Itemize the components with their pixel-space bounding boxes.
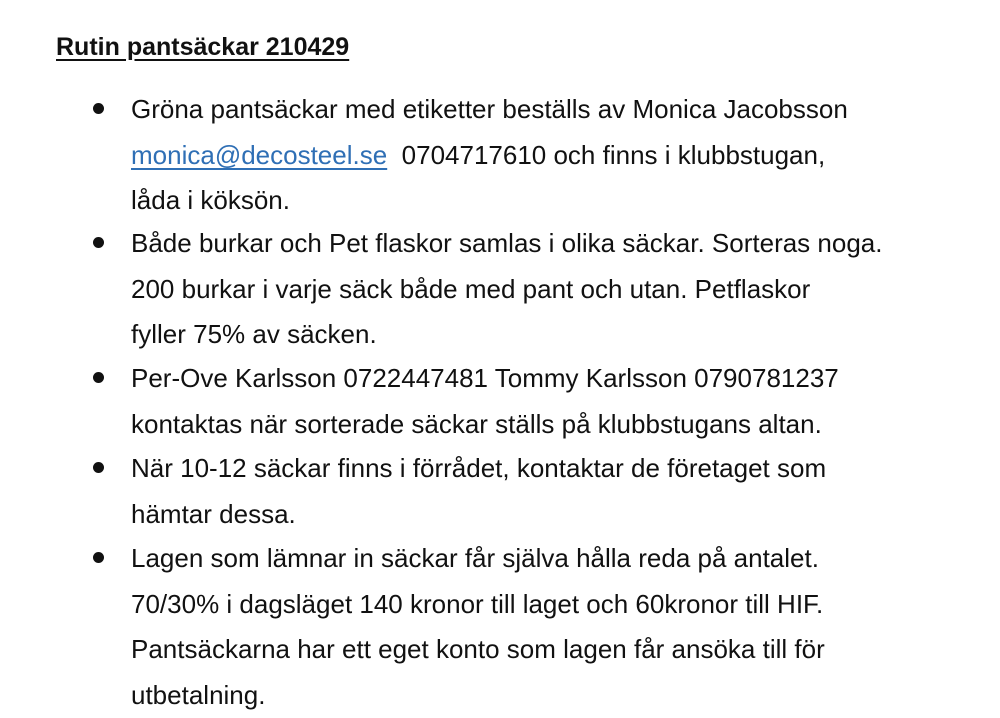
list-item-line: Gröna pantsäckar med etiketter beställs av Monica Jacobsson	[131, 87, 991, 133]
list-item-line: Både burkar och Pet flaskor samlas i olika säckar. Sorteras noga.	[131, 221, 991, 267]
list-item-line: hämtar dessa.	[131, 492, 991, 538]
list-item-line: 200 burkar i varje säck både med pant och utan. Petflaskor	[131, 267, 991, 313]
email-link[interactable]: monica@decosteel.se	[131, 140, 387, 170]
list-item-line: utbetalning.	[131, 673, 991, 718]
list-item-line: Pantsäckarna har ett eget konto som lagen får ansöka till för	[131, 627, 991, 673]
list-item-line: kontaktas när sorterade säckar ställs på klubbstugans altan.	[131, 402, 991, 448]
list-item-line: Lagen som lämnar in säckar får själva hålla reda på antalet.	[131, 536, 991, 582]
bullet-icon	[93, 103, 104, 114]
list-item-line: 70/30% i dagsläget 140 kronor till laget och 60kronor till HIF.	[131, 582, 991, 628]
list-item-line: Per-Ove Karlsson 0722447481 Tommy Karlsson 0790781237	[131, 356, 991, 402]
list-item-line: fyller 75% av säcken.	[131, 312, 991, 358]
bullet-icon	[93, 552, 104, 563]
list-item-line: låda i köksön.	[131, 178, 991, 224]
bullet-icon	[93, 462, 104, 473]
list-item-line	[131, 133, 991, 179]
document-title: Rutin pantsäckar 210429	[56, 30, 349, 64]
bullet-icon	[93, 372, 104, 383]
bullet-icon	[93, 237, 104, 248]
list-item-line: När 10-12 säckar finns i förrådet, kontaktar de företaget som	[131, 446, 991, 492]
list-item-text: 0704717610 och finns i klubbstugan,	[387, 140, 825, 170]
